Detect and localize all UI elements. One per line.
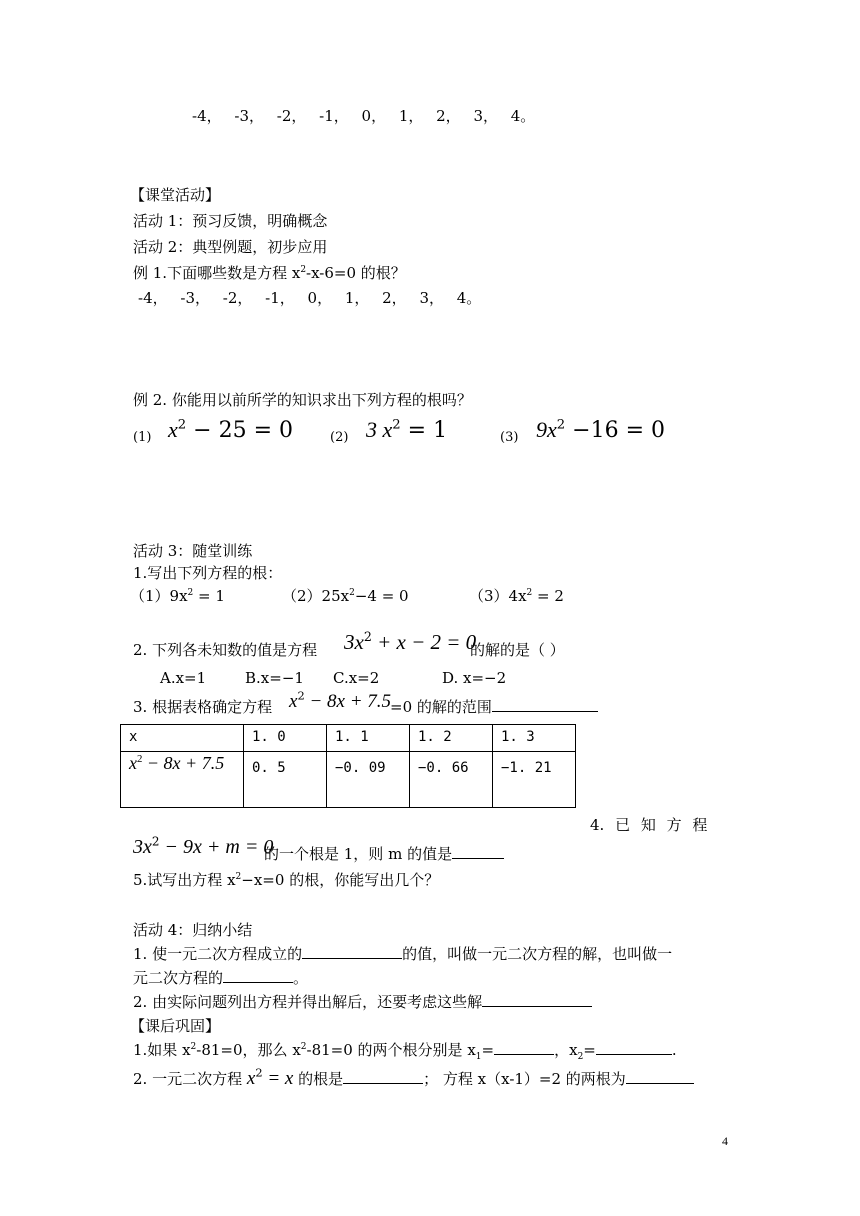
question-2-equation: $3x^2 + x - 2 = 0$ [344, 629, 477, 654]
example-2-item-2-equation: 3 $x^2 = 1$ [366, 417, 448, 443]
table-cell: 1. 2 [410, 725, 493, 752]
example-2-item-1-equation: $x^2 - 25 = 0$ [168, 417, 293, 443]
question-3-suffix: =0 的解的范围 [390, 697, 598, 717]
intro-numbers: -4， -3， -2， -1， 0， 1， 2， 3， 4。 [192, 107, 536, 125]
example-2-item-1-label: (1) [133, 430, 152, 445]
question-2-option-a: A.x=1 [160, 669, 207, 687]
example-1-prefix: 例 1.下面哪些数是方程 x [133, 264, 301, 282]
homework-1: 1.如果 $x^2-81=0$，那么 $x^2-81=0$ 的两个根分别是 $x_1=$ ，$x_2=$ . [133, 1041, 677, 1062]
question-3-stem: 3. 根据表格确定方程 [133, 698, 273, 716]
answer-blank[interactable] [596, 1040, 672, 1055]
answer-blank[interactable] [626, 1069, 694, 1084]
summary-1-line-2: 元二次方程的 。 [133, 969, 309, 987]
question-1-title: 1.写出下列方程的根： [133, 564, 283, 582]
activity-2: 活动 2：典型例题，初步应用 [133, 238, 328, 256]
question-4-suffix: 的一个根是 1，则 m 的值是 [264, 844, 504, 864]
question-1-item-2: $(2)25x^2-4 = 0$ [282, 587, 409, 605]
table-row-label: $x^2 - 8x + 7.5$ [121, 752, 244, 808]
table-cell: x [121, 725, 244, 752]
section-heading-after-class: 【课后巩固】 [130, 1017, 221, 1035]
example-2-item-3-equation: $9x^2 -16 = 0$ [536, 417, 665, 443]
example-2-question: 例 2. 你能用以前所学的知识求出下列方程的根吗？ [133, 391, 472, 409]
activity-3: 活动 3：随堂训练 [133, 542, 253, 560]
question-4-prefix: 4. 已 知 方 程 [590, 816, 708, 834]
question-2-stem: 2. 下列各未知数的值是方程 [133, 641, 318, 659]
question-2-option-c: C.x=2 [333, 669, 380, 687]
question-1-item-1: $(1)9x^2 = 1$ [130, 587, 225, 605]
summary-1-line-1: 1. 使一元二次方程成立的 的值，叫做一元二次方程的解，也叫做一 [133, 945, 673, 963]
homework-2-equation: $x^2 = x$ [246, 1065, 294, 1089]
question-4-equation: $3x^2 - 9x + m = 0$ [133, 834, 274, 858]
answer-blank[interactable] [452, 844, 504, 859]
example-2-item-3-label: (3) [500, 430, 519, 445]
answer-blank[interactable] [343, 1069, 423, 1084]
example-2-item-2-label: (2) [330, 430, 349, 445]
table-row [121, 725, 576, 752]
question-1-item-3: $(3)4x^2 = 2$ [469, 587, 564, 605]
activity-4: 活动 4：归纳小结 [133, 921, 253, 939]
example-1-suffix: -x-6=0 的根？ [306, 264, 406, 282]
example-1-numbers: -4， -3， -2， -1， 0， 1， 2， 3， 4。 [138, 289, 482, 307]
question-3-equation: $x^2 - 8x + 7.5$ [289, 688, 392, 712]
value-table [120, 724, 576, 808]
question-2-suffix: 的解的是（ ） [470, 641, 565, 659]
question-5: 5.试写出方程 $x^2-x=0$ 的根，你能写出几个？ [133, 871, 440, 889]
section-heading-class-activity: 【课堂活动】 [130, 186, 221, 204]
answer-blank[interactable] [302, 944, 402, 959]
question-2-option-b: B.x=−1 [245, 669, 304, 687]
table-cell: −0. 66 [410, 752, 493, 808]
answer-blank[interactable] [482, 992, 592, 1007]
table-cell: 1. 3 [493, 725, 576, 752]
answer-blank[interactable] [492, 697, 598, 712]
answer-blank[interactable] [223, 968, 293, 983]
table-cell: 1. 1 [327, 725, 410, 752]
activity-1: 活动 1：预习反馈，明确概念 [133, 212, 328, 230]
example-1-question [133, 263, 406, 283]
table-cell: −0. 09 [327, 752, 410, 808]
question-2-option-d: D. x=−2 [442, 669, 507, 687]
answer-blank[interactable] [494, 1040, 554, 1055]
table-cell: −1. 21 [493, 752, 576, 808]
table-cell: 1. 0 [244, 725, 327, 752]
homework-2: 2. 一元二次方程 $x^2 = x$ 的根是 ； 方程 x（x-1）=2 的两根为 [133, 1068, 694, 1089]
exponent: 2 [300, 265, 307, 275]
table-cell: 0. 5 [244, 752, 327, 808]
table-row [121, 752, 576, 808]
summary-2: 2. 由实际问题列出方程并得出解后，还要考虑这些解 [133, 992, 592, 1012]
page-number: 4 [722, 1134, 728, 1148]
